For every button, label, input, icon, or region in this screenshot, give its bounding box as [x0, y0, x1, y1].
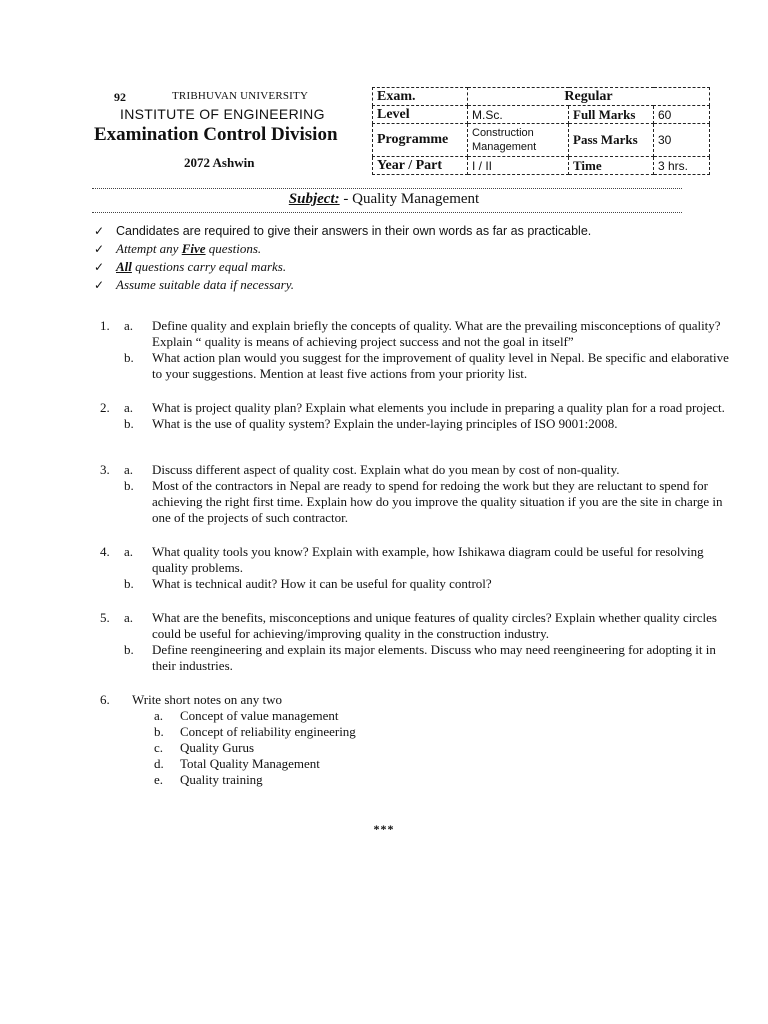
- programme-value-line1: Construction: [472, 127, 534, 139]
- checkmark-icon: ✓: [94, 242, 105, 256]
- subject-label: Subject:: [288, 191, 340, 207]
- part-text: Total Quality Management: [180, 756, 320, 771]
- checkmark-icon: ✓: [94, 260, 105, 274]
- question-part: [100, 544, 730, 576]
- part-text: Quality Gurus: [180, 740, 255, 755]
- programme-row: [373, 124, 710, 157]
- question-part: [100, 478, 730, 526]
- part-text: What is technical audit? How it can be useful for quality control?: [152, 576, 492, 591]
- level-row: [373, 106, 710, 124]
- year-part-label: Year / Part: [373, 157, 468, 175]
- question-6: [100, 692, 730, 788]
- part-letter: b.: [124, 350, 134, 365]
- question-list: [100, 318, 730, 806]
- question-part: [100, 400, 730, 416]
- question-part: [100, 318, 730, 350]
- year-part-value: I / II: [468, 157, 569, 175]
- part-text: Discuss different aspect of quality cost. Explain what do you mean by cost of non-quality.: [152, 462, 620, 477]
- programme-value: [468, 124, 569, 157]
- instruction-item: [94, 258, 591, 276]
- checkmark-icon: ✓: [94, 278, 105, 292]
- instruction-item: [94, 240, 591, 258]
- part-letter: b.: [124, 642, 134, 657]
- question-part: [100, 462, 730, 478]
- instruction-text: [116, 240, 261, 257]
- part-letter: c.: [154, 740, 164, 755]
- instruction-text: [116, 258, 286, 275]
- time-value: 3 hrs.: [654, 157, 710, 175]
- part-letter: a.: [124, 544, 134, 559]
- part-text: Define reengineering and explain its major elements. Discuss who may need reengineering for adopting it in their industries.: [152, 642, 716, 673]
- part-letter: a.: [124, 610, 134, 625]
- pass-marks-value: 30: [654, 124, 710, 157]
- question-1: [100, 318, 730, 382]
- question-number: 2.: [100, 400, 110, 415]
- university-name: TRIBHUVAN UNIVERSITY: [172, 90, 309, 102]
- exam-row: [373, 88, 710, 106]
- part-letter: b.: [154, 724, 164, 739]
- question-part: [100, 610, 730, 642]
- part-text: Define quality and explain briefly the concepts of quality. What are the prevailing misconceptions of quality? Explain “ quality is means of achieving project success and not the goal in itself”: [152, 318, 721, 349]
- question-number: 4.: [100, 544, 110, 559]
- question-title: [100, 692, 730, 708]
- short-note-item: [154, 708, 730, 724]
- time-label: Time: [569, 157, 654, 175]
- question-2: [100, 400, 730, 432]
- instructions: [94, 223, 591, 294]
- part-letter: b.: [124, 576, 134, 591]
- part-text: What quality tools you know? Explain with example, how Ishikawa diagram could be useful for resolving quality problems.: [152, 544, 704, 575]
- pass-marks-label: Pass Marks: [569, 124, 654, 157]
- exam-session: 2072 Ashwin: [184, 155, 255, 170]
- instruction-text: Assume suitable data if necessary.: [116, 277, 295, 292]
- part-text: Quality training: [180, 772, 263, 787]
- short-note-item: [154, 740, 730, 756]
- part-letter: a.: [124, 400, 134, 415]
- short-note-item: [154, 772, 730, 788]
- instruction-item: [94, 276, 591, 294]
- part-text: Concept of reliability engineering: [180, 724, 356, 739]
- question-4: [100, 544, 730, 592]
- checkmark-icon: ✓: [94, 224, 105, 238]
- instruction-emphasis: Five: [181, 241, 206, 256]
- part-text: What is the use of quality system? Explain the under-laying principles of ISO 9001:2008.: [152, 416, 618, 431]
- instruction-emphasis: All: [116, 259, 132, 274]
- part-letter: b.: [124, 478, 134, 493]
- question-part: [100, 642, 730, 674]
- programme-label: Programme: [373, 124, 468, 157]
- end-of-paper-mark: ***: [373, 822, 395, 836]
- question-5: [100, 610, 730, 674]
- instruction-item: [94, 223, 591, 240]
- level-value: M.Sc.: [468, 106, 569, 124]
- short-note-item: [154, 724, 730, 740]
- instruction-text-post: questions carry equal marks.: [131, 259, 287, 274]
- exam-value: Regular: [468, 88, 710, 106]
- divider-bottom: [92, 212, 682, 213]
- division-title: Examination Control Division: [94, 124, 338, 145]
- part-text: What are the benefits, misconceptions and unique features of quality circles? Explain whether quality circles could be useful for achieving/improving quality in the construction industry.: [152, 610, 717, 641]
- subject-line: [0, 191, 768, 208]
- part-letter: e.: [154, 772, 164, 787]
- instruction-text: Candidates are required to give their answers in their own words as far as practicable.: [116, 224, 592, 238]
- part-text: What action plan would you suggest for the improvement of quality level in Nepal. Be specific and elaborative to your suggestions. Mention at least five actions from your priority list.: [152, 350, 729, 381]
- part-letter: a.: [124, 318, 134, 333]
- exam-info-table: [372, 87, 710, 175]
- instruction-text-post: questions.: [205, 241, 262, 256]
- programme-value-line2: Management: [472, 141, 537, 153]
- part-letter: d.: [154, 756, 164, 771]
- subject-value: - Quality Management: [339, 191, 480, 207]
- full-marks-label: Full Marks: [569, 106, 654, 124]
- question-part: [100, 416, 730, 432]
- question-number: 3.: [100, 462, 110, 477]
- instruction-text-pre: Attempt any: [116, 241, 182, 256]
- exam-label: Exam.: [373, 88, 468, 106]
- institute-name: INSTITUTE OF ENGINEERING: [120, 106, 325, 122]
- full-marks-value: 60: [654, 106, 710, 124]
- divider-top: [92, 188, 682, 189]
- part-text: Most of the contractors in Nepal are ready to spend for redoing the work but they are reluctant to spend for achieving the right first time. Explain how do you improve the quality situation if you are the site in charge in one of the projects of such contractor.: [152, 478, 723, 525]
- part-letter: a.: [154, 708, 164, 723]
- question-number: 1.: [100, 318, 110, 333]
- question-3: [100, 462, 730, 526]
- question-part: [100, 350, 730, 382]
- part-letter: a.: [124, 462, 134, 477]
- part-text: Concept of value management: [180, 708, 339, 723]
- part-letter: b.: [124, 416, 134, 431]
- question-number: 5.: [100, 610, 110, 625]
- part-text: What is project quality plan? Explain what elements you include in preparing a quality plan for a road project.: [152, 400, 725, 415]
- paper-code: 92: [114, 90, 126, 104]
- question-text: Write short notes on any two: [132, 692, 283, 707]
- year-part-row: [373, 157, 710, 175]
- question-part: [100, 576, 730, 592]
- level-label: Level: [373, 106, 468, 124]
- short-note-item: [154, 756, 730, 772]
- question-number: 6.: [100, 692, 110, 707]
